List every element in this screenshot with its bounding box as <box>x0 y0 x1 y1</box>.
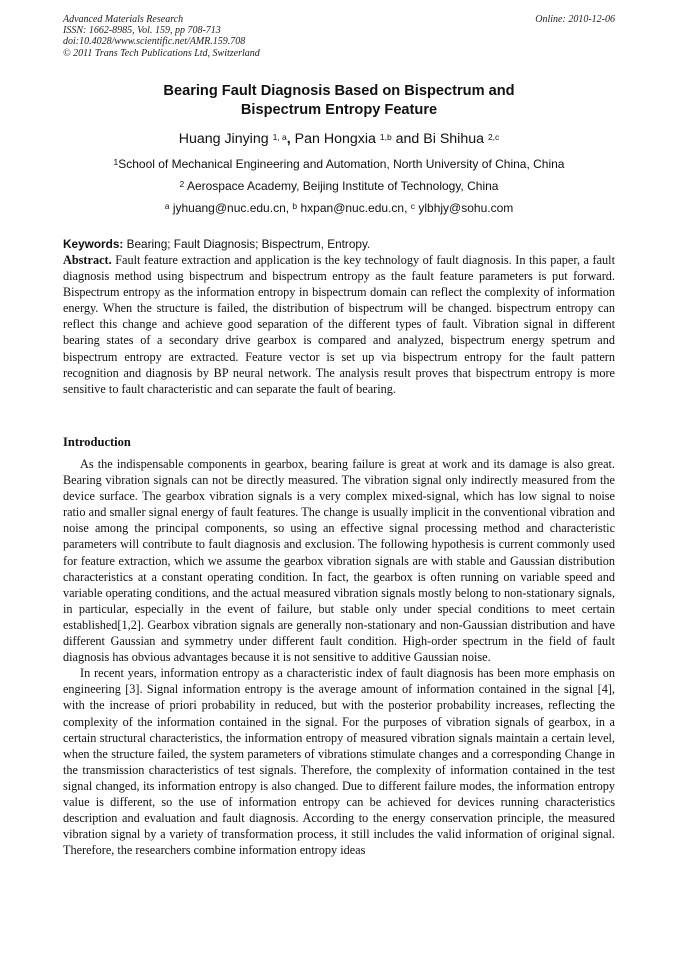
section-heading-introduction: Introduction <box>63 435 131 449</box>
email-line <box>63 201 615 216</box>
keywords <box>63 236 615 252</box>
doi-line: doi:10.4028/www.scientific.net/AMR.159.708 <box>63 36 246 48</box>
affiliation-text: School of Mechanical Engineering and Automation, North University of China, China <box>118 157 565 171</box>
email-marker: b <box>292 201 298 211</box>
abstract-label: Abstract. <box>63 253 112 267</box>
copyright-line: © 2011 Trans Tech Publications Ltd, Switzerland <box>63 47 260 59</box>
introduction-paragraph-1: As the indispensable components in gearbox, bearing failure is great at work and its damage is also great. Bearing vibration signals can not be directly measured. The vibration signal only indirectly measured from the device surface. The gearbox vibration signals is a very complex mixed-signal, which has low signal to noise ratio and smaller signal energy of fault features. The change is usually implicit in the conventional vibration and noise among the principal components, so using an effective signal processing method and characteristic parameters will contribute to fault diagnosis and exclusion. The following hypothesis is current commonly used for feature extraction, which we assume the gearbox vibration signals are with stable and Gaussian distribution characteristics at a constant operating condition. In fact, the gearbox is often running on variable speed and variable operating conditions, and the actual measured vibration signals mostly belong to non-stationary signals, in particular, especially in the event of failure, but stable only under special conditions to meet certain established[1,2]. Gearbox vibration signals are generally non-stationary and non-Gaussian distribution and have different Gaussian and symmetry under different fault condition. High-order spectrum in the field of fault diagnosis has obvious advantages because it is not sensitive to additive Gaussian noise. <box>63 457 615 665</box>
online-date: Online: 2010-12-06 <box>535 14 615 25</box>
affiliation-marker: 2 <box>179 179 185 189</box>
abstract <box>63 252 615 397</box>
email-marker: a <box>164 201 170 211</box>
issn-line: ISSN: 1662-8985, Vol. 159, pp 708-713 <box>63 25 221 37</box>
email-address: hxpan@nuc.edu.cn, <box>300 201 408 215</box>
title-line-2: Bispectrum Entropy Feature <box>240 102 438 118</box>
author-superscript: 1, a <box>272 132 287 142</box>
author-name: Bi Shihua <box>423 131 484 147</box>
author-name: Pan Hongxia <box>294 131 376 147</box>
abstract-text: Fault feature extraction and application is the key technology of fault diagnosis. In this paper, a fault diagnosis method using bispectrum and bispectrum entropy as the fault feature parameters is put forward. Bispectrum entropy as the information entropy in bispectrum domain can reflect the complexity of information energy. When the structure is failed, the distribution of bispectrum will be changed. bispectrum entropy can reflect this change and achieve good separation of the different types of fault. Vibration signal in different bearing states of a secondary drive gearbox is compared and analyzed, bispectrum energy spetrum and bispectrum entropy are extracted. Feature vector is set up via bispectrum entropy for the fault pattern recognition and diagnosis by BP neural network. The analysis result proves that bispectrum entropy is more sensitive to fault characteristic and can separate the fault of bearing. <box>63 253 615 396</box>
affiliation-marker: 1 <box>113 157 119 167</box>
email-marker: c <box>410 201 416 211</box>
author-superscript: 2,c <box>487 132 500 142</box>
affiliation-2 <box>63 179 615 194</box>
paper-title <box>63 82 615 120</box>
email-address: jyhuang@nuc.edu.cn, <box>172 201 290 215</box>
author-list: Huang Jinying $^{1, a}$, Pan Hongxia $^{1,b}$ and Bi Shihua $^{2,c}$ <box>178 131 500 147</box>
author-name: Huang Jinying <box>178 131 269 147</box>
introduction-body <box>63 456 615 858</box>
keywords-label: Keywords: <box>63 237 124 251</box>
email-address: ylbhjy@sohu.com <box>418 201 514 215</box>
journal-header <box>63 14 615 59</box>
affiliation-1 <box>63 157 615 172</box>
title-line-1: Bearing Fault Diagnosis Based on Bispectrum and <box>163 83 515 99</box>
author-superscript: 1,b <box>379 132 392 142</box>
keywords-text: Bearing; Fault Diagnosis; Bispectrum, Entropy. <box>126 237 371 251</box>
journal-name: Advanced Materials Research <box>63 14 184 25</box>
affiliation-text: Aerospace Academy, Beijing Institute of Technology, China <box>186 179 499 193</box>
introduction-paragraph-2: In recent years, information entropy as a characteristic index of fault diagnosis has been more emphasis on engineering [3]. Signal information entropy is the average amount of information contained in the signal [4], with the increase of priori probability in reduced, but with the posterior probability increases, reflecting the complexity of the information contained in the signal. For the purposes of vibration signals of gearbox, in a certain structural characteristics, the information entropy of measured vibration signals maintain a certain level, when the structure failed, the system parameters of vibrations stimulate changes and a corresponding Change in the transmission characteristics of test signals. Therefore, the complexity of information contained in the test signal changed, its information entropy is also changed. Due to different failure modes, the information entropy value is different, so the use of information entropy can be achieved for devices running characteristics description and evaluation and fault diagnosis. According to the energy conservation principle, the measured vibration signal by a variety of transformation process, it still includes the valid information of original signal. Therefore, the researchers combine information entropy ideas <box>63 666 615 858</box>
